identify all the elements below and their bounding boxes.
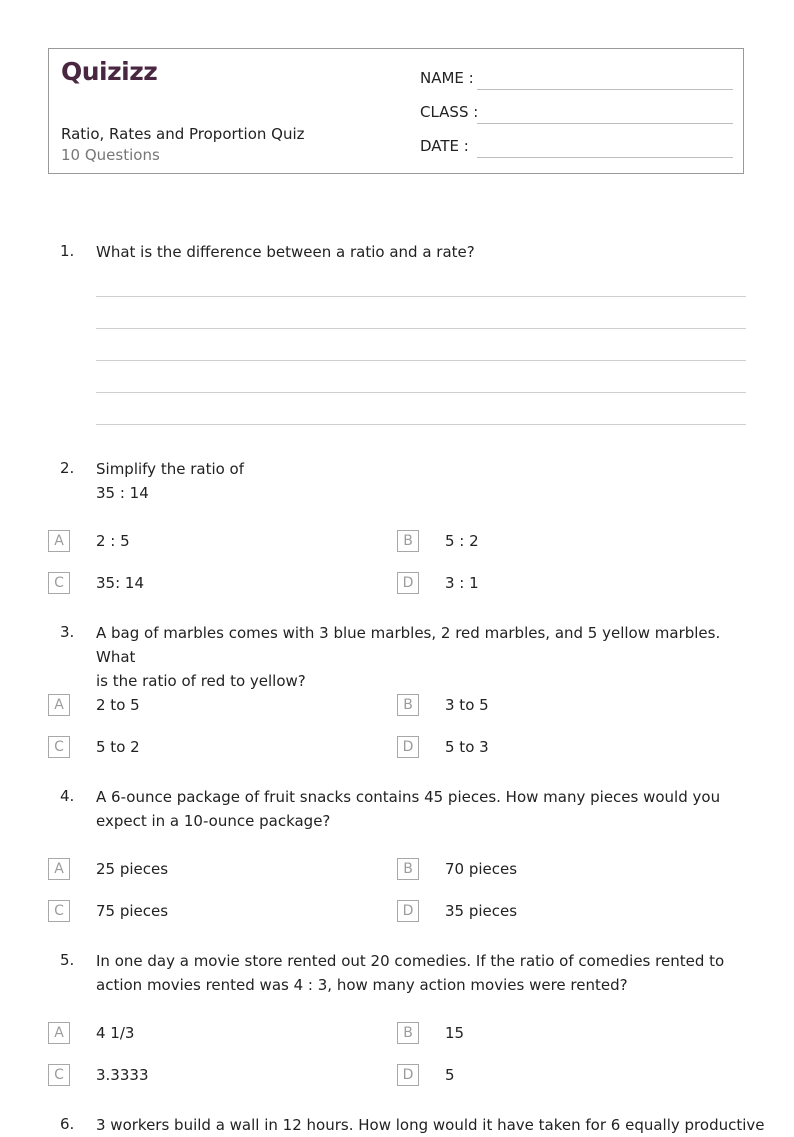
answer-line[interactable]	[96, 296, 746, 297]
question-4-number: 4.	[60, 787, 75, 805]
question-6-number: 6.	[60, 1115, 75, 1133]
option-c-text: 35: 14	[96, 574, 144, 592]
option-b-box[interactable]: B	[397, 858, 419, 880]
option-a-text: 2 : 5	[96, 532, 130, 550]
option-c-text: 5 to 2	[96, 738, 140, 756]
option-a-box[interactable]: A	[48, 694, 70, 716]
answer-line[interactable]	[96, 392, 746, 393]
option-c-box[interactable]: C	[48, 1064, 70, 1086]
option-b-box[interactable]: B	[397, 1022, 419, 1044]
option-b-box[interactable]: B	[397, 694, 419, 716]
option-d-box[interactable]: D	[397, 572, 419, 594]
question-3-text: A bag of marbles comes with 3 blue marbles, 2 red marbles, and 5 yellow marbles. What is the ratio of red to yellow?	[96, 624, 721, 690]
option-d-text: 5 to 3	[445, 738, 489, 756]
option-d-text: 3 : 1	[445, 574, 479, 592]
option-c-box[interactable]: C	[48, 572, 70, 594]
question-3-number: 3.	[60, 623, 75, 641]
question-2-number: 2.	[60, 459, 75, 477]
question-4-text: A 6-ounce package of fruit snacks contains 45 pieces. How many pieces would you expect in a 10-ounce package?	[96, 788, 721, 830]
option-d-box[interactable]: D	[397, 900, 419, 922]
question-5-text: In one day a movie store rented out 20 comedies. If the ratio of comedies rented to action movies rented was 4 : 3, how many action movies were rented?	[96, 952, 725, 994]
option-b-box[interactable]: B	[397, 530, 419, 552]
answer-line[interactable]	[96, 360, 746, 361]
option-b-text: 70 pieces	[445, 860, 518, 878]
question-count: 10 Questions	[61, 146, 160, 164]
option-d-text: 5	[445, 1066, 455, 1084]
option-a-box[interactable]: A	[48, 858, 70, 880]
quizizz-logo: Quizizz	[61, 57, 158, 86]
option-b-text: 3 to 5	[445, 696, 489, 714]
date-label: DATE :	[420, 137, 469, 155]
option-a-box[interactable]: A	[48, 530, 70, 552]
option-c-box[interactable]: C	[48, 900, 70, 922]
class-label: CLASS :	[420, 103, 479, 121]
class-field[interactable]	[477, 123, 733, 124]
option-c-text: 3.3333	[96, 1066, 149, 1084]
name-field[interactable]	[477, 89, 733, 90]
option-a-text: 4 1/3	[96, 1024, 135, 1042]
option-c-box[interactable]: C	[48, 736, 70, 758]
answer-line[interactable]	[96, 424, 746, 425]
name-label: NAME :	[420, 69, 474, 87]
question-6-text: 3 workers build a wall in 12 hours. How long would it have taken for 6 equally productive	[96, 1116, 765, 1134]
option-a-text: 2 to 5	[96, 696, 140, 714]
question-5-number: 5.	[60, 951, 75, 969]
option-b-text: 5 : 2	[445, 532, 479, 550]
option-a-text: 25 pieces	[96, 860, 169, 878]
question-1-number: 1.	[60, 242, 75, 260]
option-d-text: 35 pieces	[445, 902, 518, 920]
option-a-box[interactable]: A	[48, 1022, 70, 1044]
option-d-box[interactable]: D	[397, 736, 419, 758]
option-b-text: 15	[445, 1024, 465, 1042]
worksheet-header	[48, 48, 744, 174]
date-field[interactable]	[477, 157, 733, 158]
option-c-text: 75 pieces	[96, 902, 169, 920]
option-d-box[interactable]: D	[397, 1064, 419, 1086]
answer-line[interactable]	[96, 328, 746, 329]
quiz-title: Ratio, Rates and Proportion Quiz	[61, 125, 305, 143]
question-2-text: Simplify the ratio of 35 : 14	[96, 460, 245, 502]
question-1-text: What is the difference between a ratio and a rate?	[96, 243, 475, 261]
